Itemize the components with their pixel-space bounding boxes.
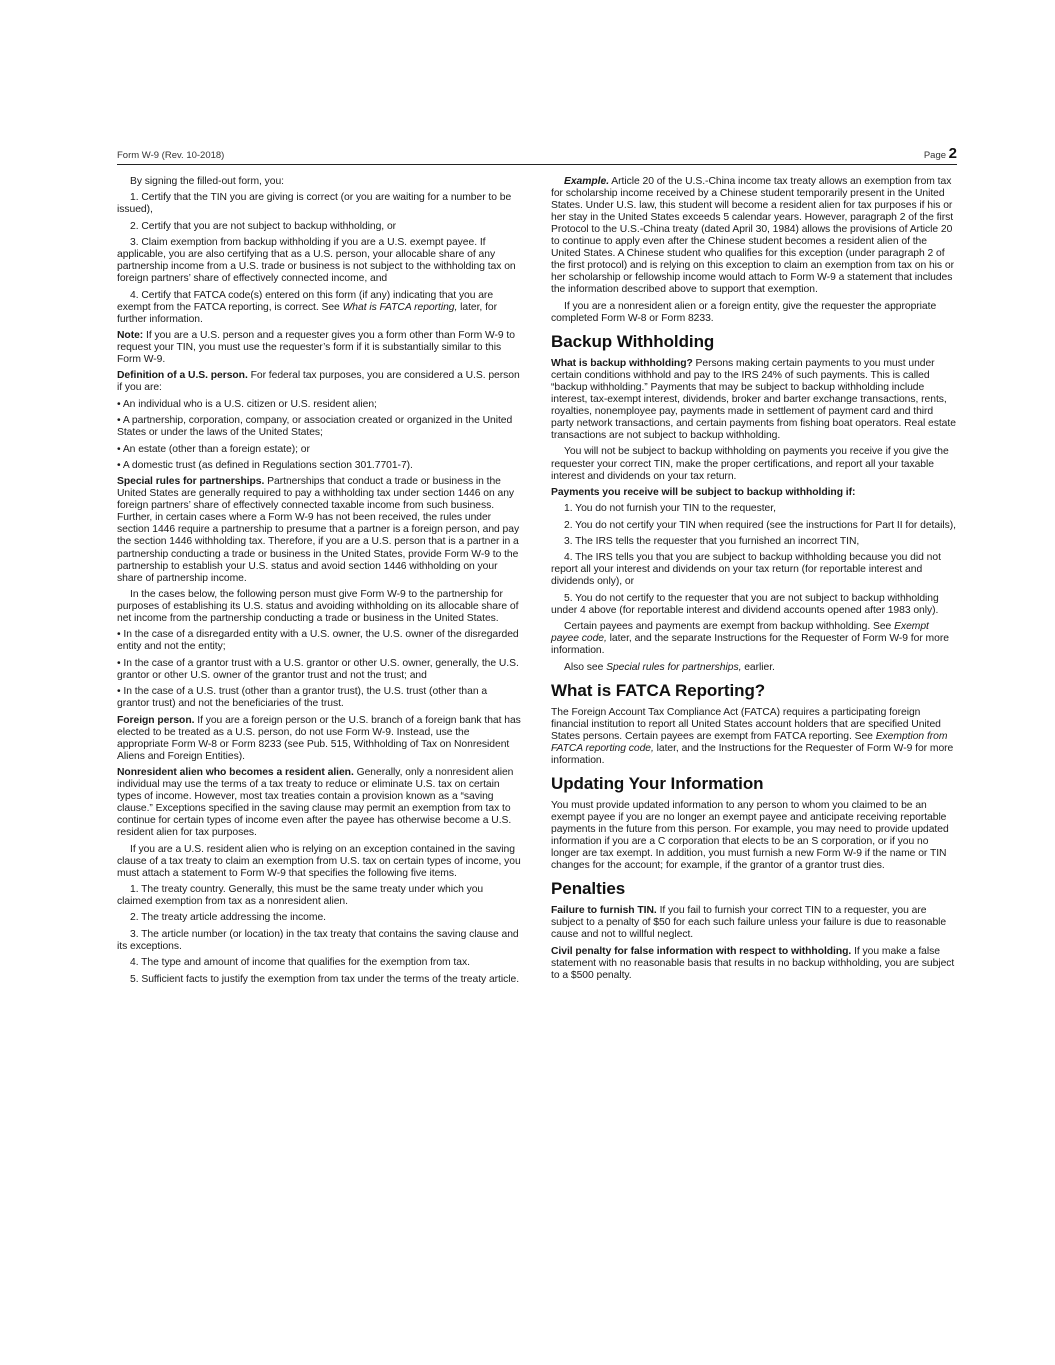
certify-item-3: 3. Claim exemption from backup withholding if you are a U.S. exempt payee. If applicable, you are also certifying that as a U.S. person, your allocable share of any partnership income from a U.S. trade or business is not subject to the withholding tax on foreign partners’ share of effectively connected income, and — [117, 237, 516, 285]
right-column — [551, 176, 957, 986]
resident-alien-intro: If you are a U.S. resident alien who is relying on an exception contained in the saving clause of a tax treaty to claim an exemption from U.S. tax on certain types of income, you must attach a statement to Form W-9 that specifies the following five items. — [117, 843, 521, 879]
fatca-tail: later, and the Instructions for the Requester of Form W-9 for more information. — [551, 742, 954, 766]
treaty-item: 3. The article number (or location) in the tax treaty that contains the saving clause and its exceptions. — [117, 928, 519, 952]
treaty-item: 1. The treaty country. Generally, this must be the same treaty under which you claimed exemption from tax as a nonresident alien. — [117, 884, 484, 908]
definition-bullet: • An individual who is a U.S. citizen or U.S. resident alien; — [117, 398, 377, 410]
special-rules-reference: Special rules for partnerships, — [606, 661, 742, 673]
example-heading: Example. — [564, 176, 610, 187]
foreign-person-text: If you are a foreign person or the U.S. branch of a foreign bank that has elected to be treated as a U.S. person, do not use Form W-9. Instead, use the appropriate Form W-8 or Form 8233 (see Pub. 515, Withholding of Tax on Nonresident Aliens and Foreign Entities). — [117, 714, 521, 762]
certify-item-4 — [117, 290, 521, 326]
certify-4-text: 4. Certify that FATCA code(s) entered on this form (if any) indicating that you are exempt from the FATCA reporting, is correct. See — [117, 289, 494, 313]
payment-condition: 2. You do not certify your TIN when required (see the instructions for Part II for details), — [564, 519, 956, 531]
payment-condition: 3. The IRS tells the requester that you furnished an incorrect TIN, — [564, 535, 860, 547]
payments-subject-heading — [551, 487, 957, 499]
us-person-definition — [117, 370, 521, 394]
certify-4-reference: What is FATCA reporting, — [342, 301, 458, 313]
certain-payees-paragraph — [551, 621, 957, 657]
backup-withholding-definition — [551, 358, 957, 442]
case-bullet: • In the case of a grantor trust with a U.S. grantor or other U.S. owner, generally, the U.S. grantor or other U.S. owner of the grantor trust and not the trust; and — [117, 657, 519, 681]
sign-intro: By signing the filled-out form, you: — [130, 176, 285, 187]
civil-penalty-heading: Civil penalty for false information with respect to withholding. — [551, 945, 852, 957]
case-bullet: • In the case of a U.S. trust (other than a grantor trust), the U.S. trust (other than a grantor trust) and not the beneficiaries of the trust. — [117, 686, 488, 710]
payment-condition: 4. The IRS tells you that you are subject to backup withholding because you did not report all your interest and dividends on your tax return (for reportable interest and dividends only), or — [551, 552, 941, 588]
note-heading: Note: — [117, 330, 144, 341]
page-number-label — [924, 145, 957, 162]
nonresident-entity: If you are a nonresident alien or a foreign entity, give the requester the appropriate completed Form W-8 or Form 8233. — [551, 300, 937, 324]
foreign-person — [117, 715, 521, 763]
payments-heading-text: Payments you receive will be subject to backup withholding if: — [551, 486, 856, 498]
nonresident-alien-text: Generally, only a nonresident alien individual may use the terms of a tax treaty to reduce or eliminate U.S. tax on certain types of income. However, most tax treaties contain a provision known as a “saving clause.” Exceptions specified in the saving clause may permit an exemption from tax to continue for certain types of income even after the payee has otherwise become a U.S. resident alien for tax purposes. — [117, 767, 514, 839]
fatca-code-reference: Exemption from FATCA reporting code, — [551, 730, 948, 754]
payment-condition: 1. You do not furnish your TIN to the requester, — [564, 503, 776, 515]
failure-heading: Failure to furnish TIN. — [551, 905, 657, 917]
nonresident-alien-heading: Nonresident alien who becomes a resident alien. — [117, 767, 354, 779]
us-person-heading: Definition of a U.S. person. — [117, 370, 248, 382]
note-paragraph — [117, 330, 521, 366]
example-paragraph — [551, 176, 957, 296]
also-see-text: Also see — [564, 661, 607, 673]
also-see-paragraph — [551, 662, 957, 674]
penalties-heading: Penalties — [551, 879, 626, 899]
updating-info-paragraph: You must provide updated information to any person to whom you claimed to be an exempt payee if you are no longer an exempt payee and anticipate receiving reportable payments in the future from this person. For example, you may need to provide updated information if you are a C corporation that elects to be an S corporation, or if you no longer are tax exempt. In addition, you must furnish a new Form W-9 if the name or TIN changes for the account; for example, if the grantor of a grantor trust dies. — [551, 799, 949, 872]
exempt-payee-reference: Exempt payee code, — [551, 621, 929, 645]
certain-tail: later, and the separate Instructions for the Requester of Form W-9 for more information. — [551, 633, 949, 657]
definition-bullet: • A domestic trust (as defined in Regulations section 301.7701-7). — [117, 459, 413, 471]
us-person-text: For federal tax purposes, you are considered a U.S. person if you are: — [117, 370, 520, 394]
special-rules-text: Partnerships that conduct a trade or business in the United States are generally required to pay a withholding tax under section 1446 on any foreign partners’ share of effectively connected taxable income from such business. Further, in certain cases where a Form W-9 has not been received, the rules under section 1446 require a partnership to presume that a partner is a foreign person, and pay the section 1446 withholding tax. Therefore, if you are a U.S. person that is a partner in a partnership conducting a trade or business in the United States, provide Form W-9 to the partnership to establish your U.S. status and avoid section 1446 withholding on your share of partnership income. — [117, 476, 520, 584]
nonresident-alien — [117, 767, 521, 839]
backup-question: What is backup withholding? — [551, 357, 693, 369]
not-subject-paragraph: You will not be subject to backup withholding on payments you receive if you give the requester your correct TIN, make the proper certifications, and report all your taxable interest and dividends on your tax return. — [551, 446, 949, 482]
form-identifier: Form W-9 (Rev. 10-2018) — [117, 150, 225, 161]
updating-info-heading: Updating Your Information — [551, 773, 764, 793]
page-header — [117, 146, 957, 165]
payment-condition: 5. You do not certify to the requester that you are not subject to backup withholding under 4 above (for reportable interest and dividend accounts opened after 1983 only). — [551, 592, 939, 616]
treaty-item: 2. The treaty article addressing the income. — [130, 912, 326, 924]
failure-to-furnish — [551, 905, 957, 941]
example-text: Article 20 of the U.S.-China income tax treaty allows an exemption from tax for scholarship income received by a Chinese student temporarily present in the United States. Under U.S. law, this student will become a resident alien for tax purposes if his or her stay in the United States exceeds 5 calendar years. However, paragraph 2 of the first Protocol to the U.S.-China treaty (dated April 30, 1984) allows the provisions of Article 20 to continue to apply even after the Chinese student becomes a resident alien of the United States. A Chinese student who qualifies for this exception (under paragraph 2 of the first protocol) and is relying on this exception to claim an exemption from tax on his or her scholarship or fellowship income would attach to Form W-9 a statement that includes the information described above to support that exemption. — [551, 176, 954, 296]
certify-item-2: 2. Certify that you are not subject to backup withholding, or — [130, 220, 397, 232]
special-rules-heading: Special rules for partnerships. — [117, 476, 265, 488]
fatca-paragraph — [551, 707, 957, 767]
case-bullet: • In the case of a disregarded entity with a U.S. owner, the U.S. owner of the disregarded entity and not the entity; — [117, 629, 519, 653]
civil-penalty-text: If you make a false statement with no reasonable basis that results in no backup withholding, you are subject to a $500 penalty. — [551, 945, 955, 981]
page-number: 2 — [948, 145, 957, 162]
backup-withholding-heading: Backup Withholding — [551, 331, 715, 351]
fatca-text: The Foreign Account Tax Compliance Act (FATCA) requires a participating foreign financial institution to report all United States account holders that are specified United States persons. Certain payees are exempt from FATCA reporting. See — [551, 706, 941, 742]
cases-intro: In the cases below, the following person must give Form W-9 to the partnership for purposes of establishing its U.S. status and avoiding withholding on its allocable share of net income from the partnership conducting a trade or business in the United States. — [117, 588, 519, 625]
foreign-person-heading: Foreign person. — [117, 714, 195, 726]
page-label: Page — [923, 150, 947, 161]
backup-text: Persons making certain payments to you must under certain conditions withhold and pay to the IRS 24% of such payments. This is called “backup withholding.” Payments that may be subject to backup withholding include interest, tax-exempt interest, dividends, broker and barter exchange transactions, rents, royalties, nonemployee pay, payments made in settlement of payment card and third party network transactions, and certain payments from fishing boat operators. Real estate transactions are not subject to backup withholding. — [551, 357, 956, 442]
left-column — [117, 176, 521, 990]
treaty-item: 5. Sufficient facts to justify the exemption from tax under the terms of the treaty article. — [130, 973, 520, 985]
failure-text: If you fail to furnish your correct TIN to a requester, you are subject to a penalty of $50 for each such failure unless your failure is due to reasonable cause and not to willful neglect. — [551, 905, 947, 941]
special-rules-partnerships — [117, 476, 521, 584]
treaty-item: 4. The type and amount of income that qualifies for the exemption from tax. — [130, 957, 470, 969]
certify-item-1: 1. Certify that the TIN you are giving is correct (or you are waiting for a number to be issued), — [117, 192, 512, 216]
civil-penalty — [551, 946, 957, 982]
definition-bullet: • A partnership, corporation, company, or association created or organized in the United States or under the laws of the United States; — [117, 415, 513, 439]
also-see-tail: earlier. — [741, 661, 775, 673]
note-text: If you are a U.S. person and a requester gives you a form other than Form W-9 to request your TIN, you must use the requester’s form if it is substantially similar to this Form W-9. — [117, 330, 515, 366]
certain-text: Certain payees and payments are exempt from backup withholding. See — [564, 621, 895, 633]
fatca-heading: What is FATCA Reporting? — [551, 680, 766, 700]
definition-bullet: • An estate (other than a foreign estate); or — [117, 443, 310, 455]
certify-4-tail: later, for further information. — [117, 301, 498, 325]
